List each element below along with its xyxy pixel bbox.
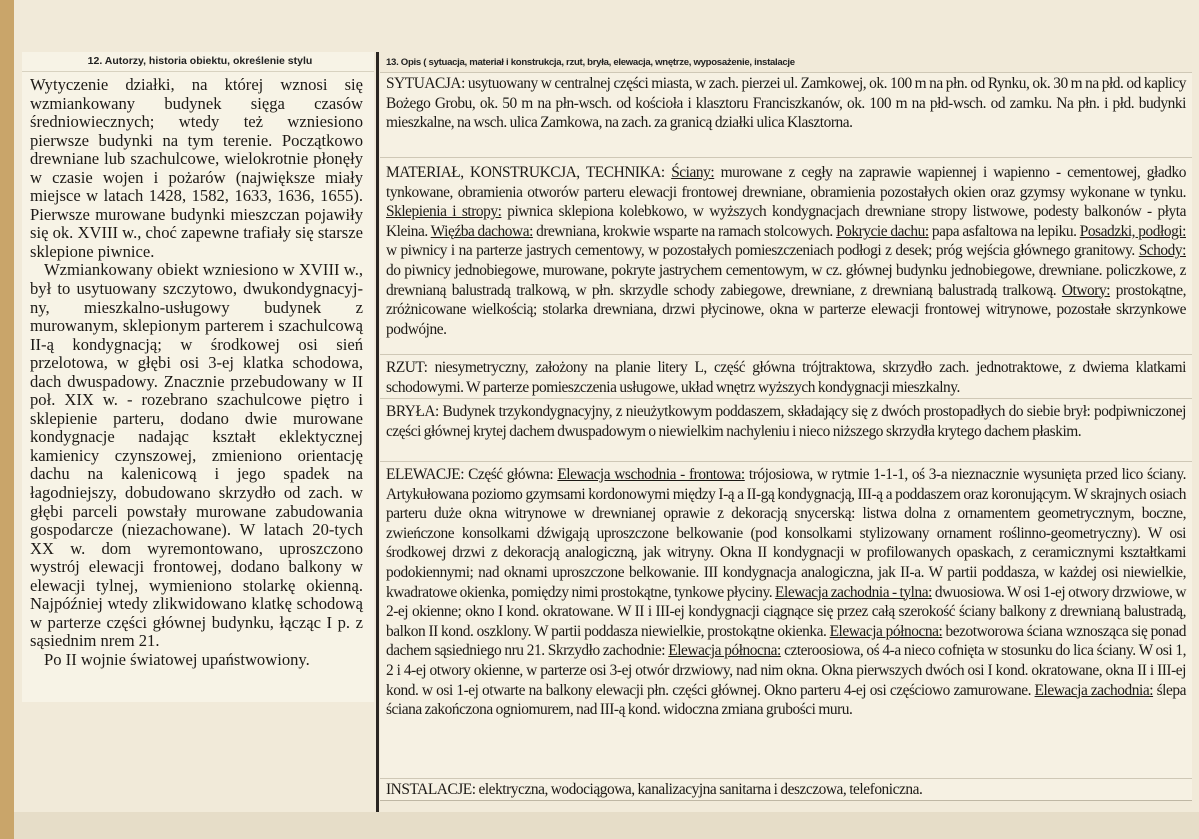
divider [380,461,1192,462]
section-text: dwuosiowa. W osi 1-ej otwory drzwiowe, w 2-ej okienne; okno I kond. okratowane. W II i III-ej kondygnacji ciągnące się przez całą szerokość ściany balkony z drewnianą balustradą, balkon II kond. oszklony. W partii poddasza niewielkie, prostokątne okienka. [386,583,1187,640]
divider [380,398,1192,399]
history-text [30,76,363,670]
column-divider [376,52,379,812]
section-label: Elewacja zachodnia: [1034,681,1154,699]
section-text: MATERIAŁ, KONSTRUKCJA, TECHNIKA: [386,164,672,181]
divider [380,354,1192,355]
section-label: Elewacja północna: [668,642,781,660]
section-text: do piwnicy jednobiegowe, murowane, pokryte jastrychem cementowym, w cz. głównej budynku jednobiegowe, drewniane. policzkowe, z drewnianą balustradą tralkową, w płn. skrzydle schody zabiegowe, drewniane, z drewnianą balustradą tralkową. [386,261,1186,299]
section-text: trójosiowa, w rytmie 1-1-1, oś 3-a nieznacznie wysunięta przed lico ściany. Artykułowana poziomo gzymsami kordonowymi między I-ą a II-gą kondygnacją, III-ą a poddaszem oraz koronującym. W skrajnych osiach parteru duże okna witrynowe w drewnianej oprawie z dekoracją snycerską: listwa dolna z ornamentem geometrycznym, boczne, zwieńczone konsolkami dźwigają uproszczone belkowanie (pod konsolkami stylizowany ornament roślinno-geometryczny). W osi środkowej drzwi z dekoracją analogiczną, jak witryny. Okna II kondygnacji w profilowanych opaskach, z ceramicznymi kształtkami podokiennymi; nad oknami uproszczone belkowanie. III kondygnacja analogiczna, jak II-a. W partii poddasza, w każdej osi niewielkie, kwadratowe okienka, pomiędzy nimi prostokątne, tynkowe płyciny. [386,466,1187,601]
history-paragraph: Po II wojnie światowej upaństwowiony. [44,649,310,669]
section-label: Ściany: [671,164,715,181]
section-label: Elewacja wschodnia - frontowa: [557,466,745,483]
section-rzut [386,358,1186,397]
section-text: czteroosiowa, oś 4-a nieco cofnięta w stosunku do lica ściany. W osi 1, 2 i 4-ej otwory okienne, w parterze osi 3-ej otwór drzwiowy, nad nim okna. Okna pierwszych dwóch osi I kond. okratowane, okna II i III-ej kond. w osi 1-ej otwarte na balkony elewacji płn. części głównej. Okno parteru 4-ej osi częściowo zamurowane. [386,642,1186,699]
section-text: BRYŁA: Budynek trzykondygnacyjny, z nieużytkowym poddaszem, składający się z dwóch prostopadłych do siebie brył: podpiwniczonej części głównej krytej dachem dwuspadowym o niewielkim nachyleniu i nieco niższego skrzydła krytego dachem płaskim. [386,403,1186,440]
section-text: prostokątne, zróżnicowane wielkością; stolarka drewniana, drzwi płycinowe, okna w parterze elewacji frontowej witrynowe, pozostałe skrzynkowe podwójne. [386,281,1186,338]
description-heading: 13. Opis ( sytuacja, materiał i konstrukcja, rzut, bryła, elewacja, wnętrze, wyposażenie, instalacje [386,57,795,68]
section-sytuacja [386,74,1186,133]
section-material [386,163,1186,339]
section-label: Pokrycie dachu: [836,222,929,240]
section-bryla [386,402,1186,441]
section-text: murowane z cegły na zaprawie wapiennej i wapienno - cementowej, gładko tynkowane, obramienia otworów parteru elewacji frontowej drewniane, obramienia pozostałych okien oraz gzymsy wykonane w tynku. [386,164,1186,201]
section-text: papa asfaltowa na lepiku. [928,222,1080,240]
section-text: ślepa ściana zakończona ogniomurem, nad III-ą kond. widoczna zmiana grubości muru. [386,681,1186,719]
section-text: w piwnicy i na parterze jastrych cementowy, w pozostałych pomieszczeniach podłogi z desek; próg wejścia głównego granitowy. [386,242,1139,260]
section-text: drewniana, krokwie wsparte na ramach stolcowych. [532,222,837,240]
section-instalacje [386,780,1186,800]
history-paragraph: Wytyczenie działki, na której wznosi się wzmiankowany budynek sięga czasów średniowiecznych; wtedy też wzniesiono pierwsze budynki na tym terenie. Początkowo drewniane lub szachulcowe, wielokrotnie płonęły w czasie wojen i pożarów (największe miały miejsce w latach 1428, 1582, 1633, 1636, 1655). Pierwsze murowane budynki mieszczan pojawiły się ok. XVIII w., choć zapewne trafiały się starsze sklepione piwnice. [30,75,363,261]
section-label: Otwory: [1061,281,1111,299]
section-label: Sklepienia i stropy: [386,203,502,221]
divider [22,71,374,72]
divider [380,157,1192,158]
section-label: Elewacja zachodnia - tylna: [775,583,932,601]
paper-bottom-strip [14,812,1199,839]
section-text: bezotworowa ściana wznosząca się ponad dachem sąsiedniego nru 21. Skrzydło zachodnie: [386,622,1186,660]
history-heading: 12. Autorzy, historia obiektu, określenie stylu [87,55,313,67]
divider [380,72,1192,73]
section-label: Posadzki, podłogi: [1079,222,1186,240]
section-text: ELEWACJE: Część główna: [386,466,558,483]
section-text: SYTUACJA: usytuowany w centralnej części miasta, w zach. pierzei ul. Zamkowej, ok. 100 m na płn. od Rynku, ok. 30 m na płd. od kaplicy Bożego Grobu, ok. 50 m na płn-wsch. od kościoła i klasztoru Franciszkanów, ok. 100 m na płd-wsch. od zamku. Na płn. i płd. budynki mieszkalne, na wsch. ulica Zamkowa, na zach. za granicą działki ulica Klasztorna. [386,75,1186,132]
history-paragraph: Wzmiankowany obiekt wzniesiono w XVIII w., był to usytuowany szczytowo, dwukondygnacyj-ny, mieszkalno-usługowy budynek z murowanym, sklepionym parterem i szachulcową II-ą kondygnacją; w środkowej osi sień przelotowa, w głębi osi 3-ej klatka schodowa, dach dwuspadowy. Znacznie przebudowany w II poł. XIX w. - rozebrano szachulcowe piętro i sklepienie parteru, dodano dwie murowane kondygnacje nadając kształt eklektycznej kamienicy czynszowej, zmieniono orientację dachu na kalenicową i jego spadek na łagodniejszy, dobudowano skrzydło od zach. w głębi parceli powstały murowane zabudowania gospodarcze (niezachowane). W latach 20-tych XX w. dom wyremontowano, uproszczono wystrój elewacji frontowej, dodano balkony w elewacji tylnej, wymieniono stolarkę okienną. Najpóźniej wtedy zlikwidowano klatkę schodową w parterze części głównej budynku, łącząc I p. z sąsiednim nrem 21. [30,260,363,651]
section-text: piwnica sklepiona kolebkowo, w wyższych kondygnacjach drewniane stropy listwowe, podesty balkonów - płyta Kleina. [386,203,1186,240]
section-label: Schody: [1138,242,1186,260]
section-elewacje [386,465,1186,720]
section-text: INSTALACJE: elektryczna, wodociągowa, kanalizacyjna sanitarna i deszczowa, telefoniczna. [386,781,923,798]
section-text: RZUT: niesymetryczny, założony na planie litery L, część główna trójtraktowa, skrzydło zach. jednotraktowe, z dwiema klatkami schodowymi. W parterze pomieszczenia usługowe, układ wnętrz wyższych kondygnacji mieszkalny. [386,359,1186,396]
section-label: Elewacja północna: [829,622,943,640]
section-label: Więźba dachowa: [430,222,533,240]
divider [380,778,1192,779]
